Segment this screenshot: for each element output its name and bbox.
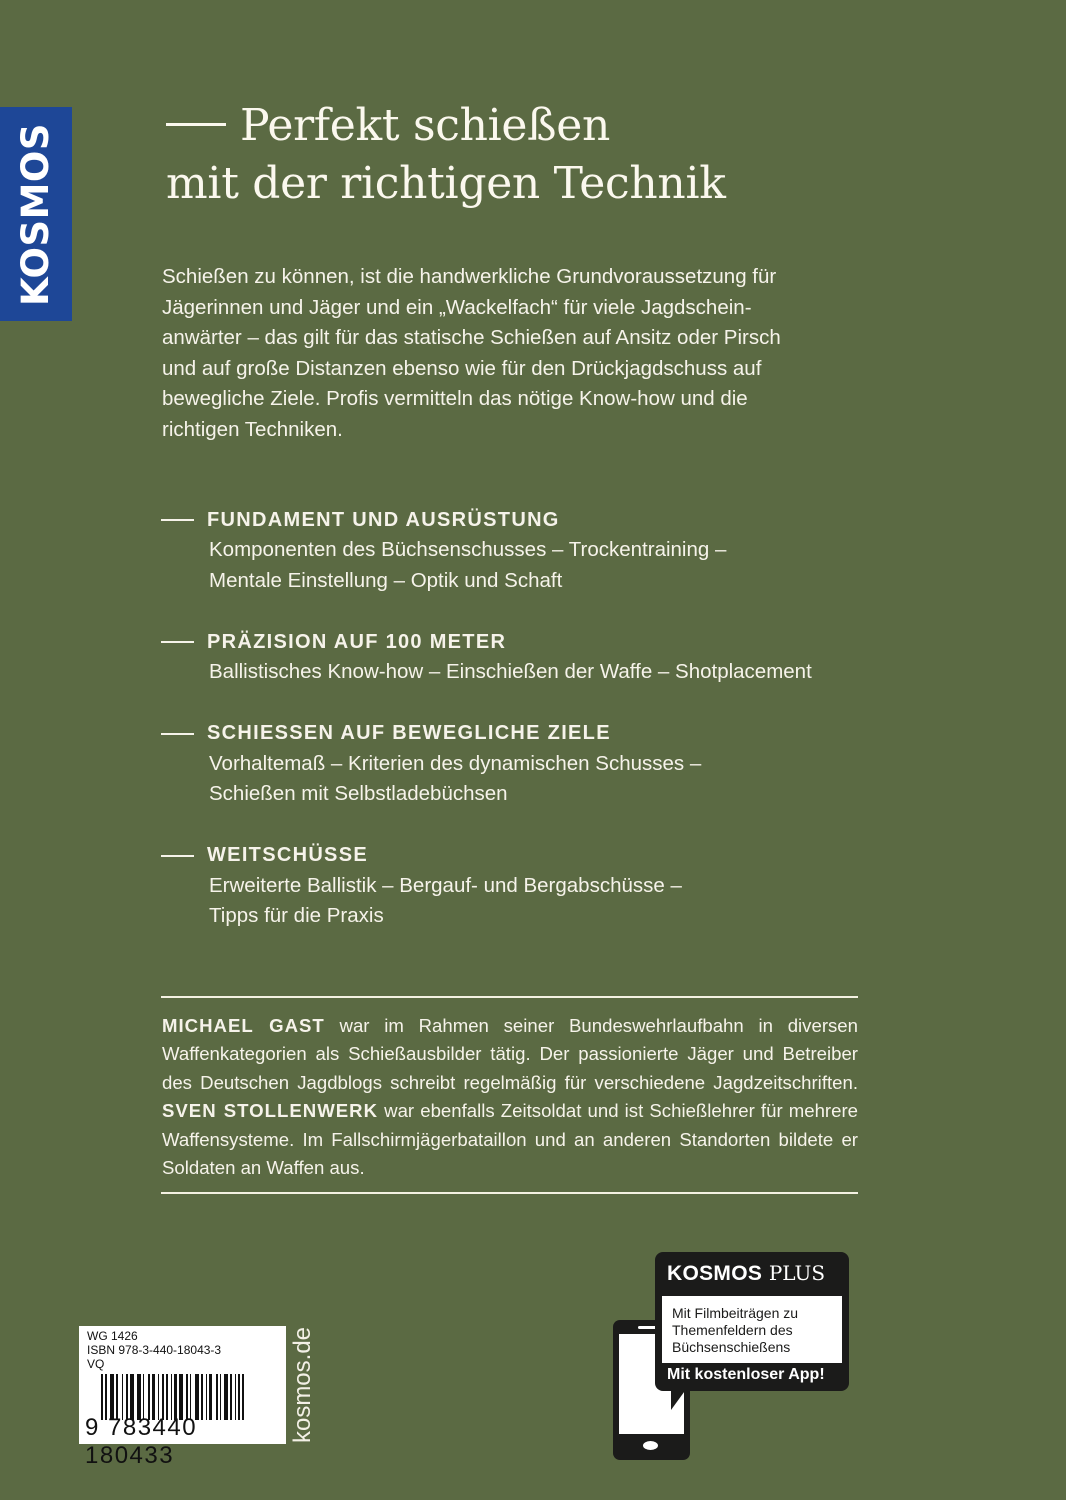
topic-section (161, 719, 921, 810)
speech-bubble-tail-icon (671, 1388, 701, 1410)
author-text: war im Rahmen seiner Bundeswehrlaufbahn in diversen Waffenkategorien als Schießausbilder tätig. Der passionierte Jäger und Betreiber des Deutschen Jagdblogs schreibt regelmäßig für verschiedene Jagdzeitschriften. (162, 1015, 858, 1093)
intro-line: richtigen Techniken. (162, 417, 343, 441)
section-line: Erweiterte Ballistik – Bergauf- und Bergabschüsse – (209, 873, 682, 897)
divider-bottom (161, 1192, 858, 1194)
section-dash (161, 855, 194, 857)
section-title: PRÄZISION AUF 100 METER (207, 630, 507, 653)
topic-section (161, 841, 921, 932)
section-title: WEITSCHÜSSE (207, 844, 368, 866)
kosmos-plus-cta: Mit kostenloser App! (667, 1366, 825, 1383)
kosmos-plus-logo: KOSMOS PLUS (667, 1261, 826, 1285)
barcode-label (79, 1326, 286, 1469)
section-dash (161, 641, 194, 643)
isbn: ISBN 978-3-440-18043-3 (87, 1343, 222, 1357)
section-line: Komponenten des Büchsenschusses – Trockentraining – (209, 538, 727, 561)
section-line: Mentale Einstellung – Optik und Schaft (209, 568, 563, 592)
intro-line: anwärter – das gilt für das statische Schießen auf Ansitz oder Pirsch (162, 326, 781, 349)
section-title: FUNDAMENT UND AUSRÜSTUNG (207, 508, 560, 531)
topic-section (161, 627, 921, 688)
section-line: Ballistisches Know-how – Einschießen der Waffe – Shotplacement (209, 660, 812, 683)
kosmos-logo-text: KOSMOS (14, 122, 58, 306)
kosmos-logo-tab (0, 107, 72, 321)
topic-sections (161, 505, 921, 963)
barcode-digits: 9 783440 180433 (85, 1414, 198, 1469)
headline-line-2: mit der richtigen Technik (166, 158, 726, 209)
intro-paragraph (162, 262, 882, 445)
intro-line: Schießen zu können, ist die handwerkliche Grundvoraussetzung für (162, 265, 777, 288)
section-line: Schießen mit Selbstladebüchsen (209, 782, 508, 805)
wg-number: WG 1426 (87, 1329, 138, 1343)
headline-dash (166, 123, 226, 126)
website-label (286, 1326, 320, 1444)
intro-line: bewegliche Ziele. Profis vermitteln das nötige Know-how und die (162, 387, 748, 410)
headline-line-1: Perfekt schießen (240, 100, 610, 151)
section-line: Vorhaltemaß – Kriterien des dynamischen Schusses – (209, 751, 702, 775)
divider-top (161, 996, 858, 998)
section-title: SCHIESSEN AUF BEWEGLICHE ZIELE (207, 722, 611, 744)
website-url: kosmos.de (289, 1326, 316, 1444)
intro-line: und auf große Distanzen ebenso wie für den Drückjagdschuss auf (162, 356, 762, 380)
section-line: Tipps für die Praxis (209, 904, 384, 927)
author-name: MICHAEL GAST (162, 1015, 325, 1036)
kosmos-plus-badge (655, 1252, 849, 1391)
topic-section (161, 505, 921, 596)
headline (166, 97, 726, 213)
kosmos-plus-description: Mit Filmbeiträgen zu Themenfeldern des Büchsenschießens (662, 1296, 842, 1363)
author-name: SVEN STOLLENWERK (162, 1100, 379, 1122)
author-text: war ebenfalls Zeitsoldat und ist Schießlehrer für mehrere Waffensysteme. Im Fallschirmjägerbataillon und an anderen Standorten bildete er Soldaten an Waffen aus. (162, 1100, 858, 1179)
section-dash (161, 733, 194, 735)
intro-line: Jägerinnen und Jäger und ein „Wackelfach“ für viele Jagdschein- (162, 295, 752, 319)
author-bio (162, 1012, 858, 1182)
price-code: VQ (87, 1357, 105, 1371)
section-dash (161, 519, 194, 521)
